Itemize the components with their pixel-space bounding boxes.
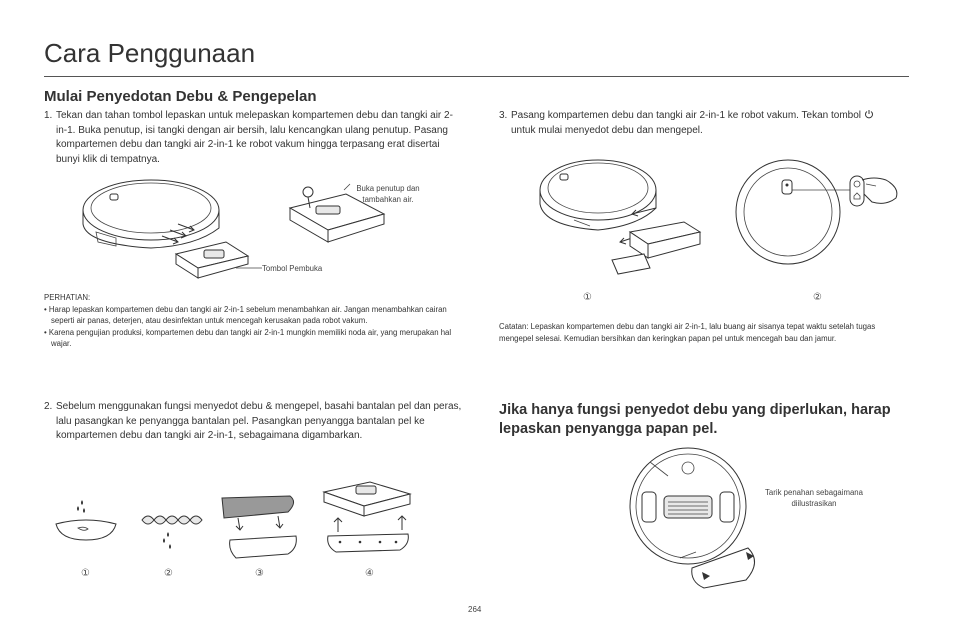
page-title: Cara Penggunaan (44, 38, 256, 68)
caution-item: • Harap lepaskan kompartemen debu dan tangki air 2-in-1 sebelum menambahkan air. Jangan menambahkan cairan seperti air panas, deterjen, atau desinfektan untuk mencegah kerusakan pada robot vakum. (44, 304, 447, 326)
step-3-text-before: Pasang kompartemen debu dan tangki air 2-in-1 ke robot vakum. Tekan tombol (511, 110, 864, 121)
step-1-number: 1. (44, 110, 53, 121)
robot-underside-remove-holder-illustration (628, 448, 768, 588)
power-button-icon (864, 109, 874, 119)
note-block (499, 321, 904, 344)
step-2-number: 2. (44, 401, 53, 412)
step-2-label: ③ (255, 568, 264, 579)
caution-heading: PERHATIAN: (44, 293, 91, 302)
step-3-text-after: untuk mulai menyedot debu dan mengepel. (511, 124, 703, 136)
wet-mop-pad-illustration (52, 494, 122, 544)
robot-attach-module-illustration (534, 150, 704, 276)
step-2-label: ④ (365, 568, 374, 579)
step-3-number: 3. (499, 110, 508, 121)
note-label: Catatan: (499, 322, 529, 331)
callout-pull-latch: Tarik penahan sebagaimana diilustrasikan (765, 488, 863, 508)
page-number: 264 (468, 605, 482, 614)
step-2-label: ② (164, 568, 173, 579)
robot-top-press-button-illustration (734, 158, 904, 268)
callout-open-lid: Buka penutup dan tambahkan air. (356, 184, 420, 204)
caution-item: • Karena pengujian produksi, kompartemen debu dan tangki air 2-in-1 mungkin memiliki noda air, yang merupakan hal wajar. (44, 327, 452, 349)
step-2 (44, 400, 464, 444)
step-1-text: Tekan dan tahan tombol lepaskan untuk melepaskan kompartemen debu dan tangki air 2-in-1. Buka penutup, isi tangki dengan air bersih, lalu kencangkan ulang penutup. Pasang kompartemen debu dan tangki air 2-in-1 ke robot vakum hingga terpasang erat disertai bunyi klik di tempatnya. (56, 110, 453, 166)
wring-mop-pad-illustration (138, 506, 208, 552)
robot-insert-module-illustration (76, 172, 266, 282)
step-3-label: ① (583, 292, 592, 303)
callout-release-button: Tombol Pembuka (262, 264, 323, 273)
section-2-heading: Jika hanya fungsi penyedot debu yang diperlukan, harap lepaskan penyangga papan pel. (499, 402, 891, 437)
note-text: Lepaskan kompartemen debu dan tangki air 2-in-1, lalu buang air sisanya tepat waktu setelah tugas mengepel selesai. Kemudian bersihkan dan keringkan papan pel untuk mencegah bau dan jamur. (499, 322, 876, 343)
attach-mop-pad-illustration (218, 492, 302, 562)
step-1 (44, 109, 464, 168)
step-3 (499, 109, 899, 138)
step-2-label: ① (81, 568, 90, 579)
step-2-text: Sebelum menggunakan fungsi menyedot debu & mengepel, basahi bantalan pel dan peras, lalu pasangkan ke penyangga bantalan pel. Pasangkan penyangga bantalan pel ke kompartemen debu dan tangki air 2-in-1, sebagaimana digambarkan. (56, 401, 462, 442)
caution-block (44, 292, 454, 350)
attach-holder-to-module-illustration (320, 474, 416, 560)
step-3-label: ② (813, 292, 822, 303)
title-divider (44, 76, 909, 77)
section-heading: Mulai Penyedotan Debu & Pengepelan (44, 88, 317, 105)
